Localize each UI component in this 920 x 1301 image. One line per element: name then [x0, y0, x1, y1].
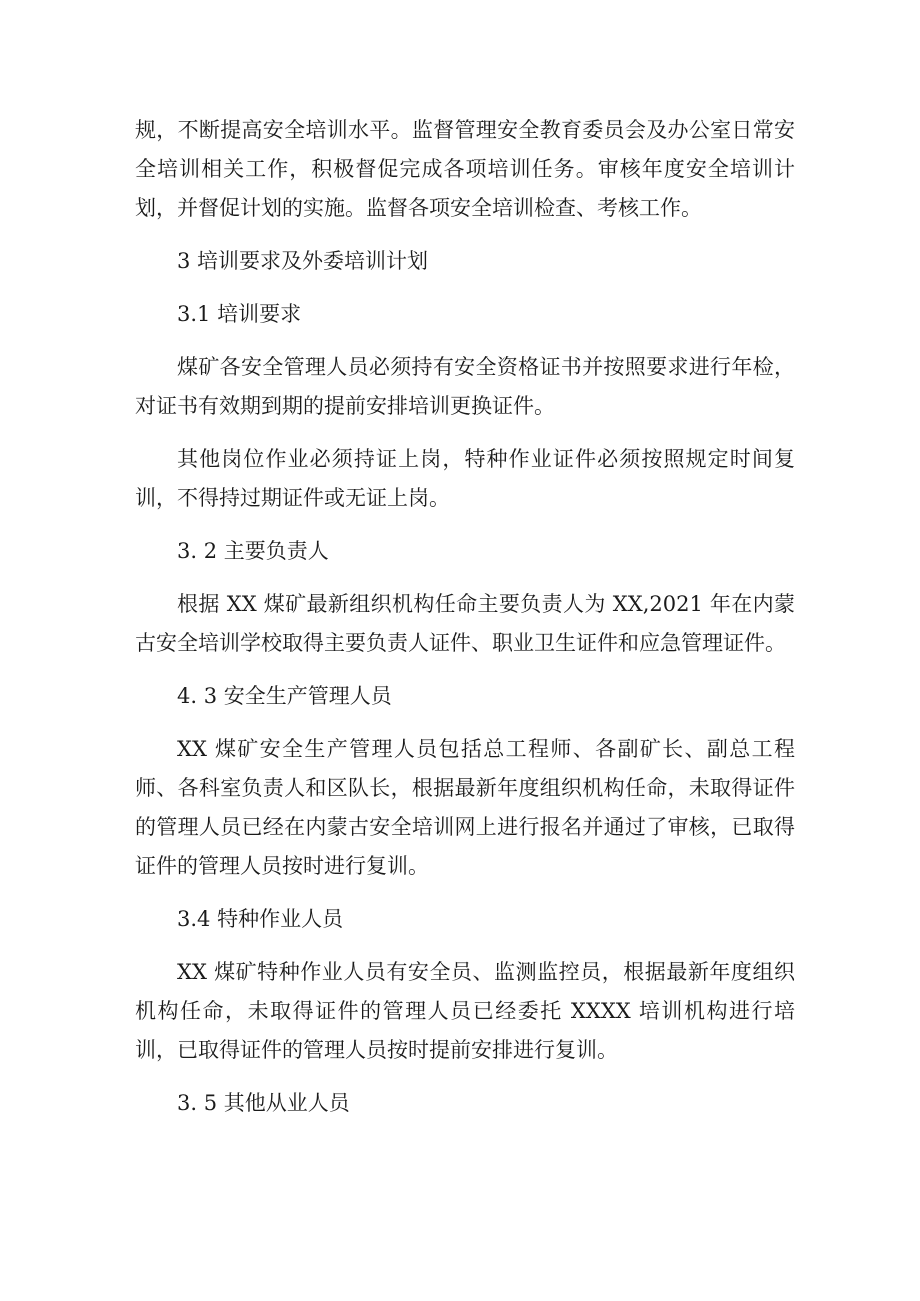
section-heading-3-1: 3.1 培训要求 [177, 302, 302, 326]
section-heading-4-3: 4. 3 安全生产管理人员 [177, 684, 392, 708]
paragraph-production-managers: XX 煤矿安全生产管理人员包括总工程师、各副矿长、副总工程师、各科室负责人和区队长，根据最新年度组织机构任命，未取得证件的管理人员已经在内蒙古安全培训网上进行报名并通过了审核，已取得证件的管理人员按时进行复训。 [135, 737, 795, 878]
section-heading-3-2: 3. 2 主要负责人 [177, 539, 329, 563]
paragraph-continuation: 规，不断提高安全培训水平。监督管理安全教育委员会及办公室日常安全培训相关工作，积极督促完成各项培训任务。审核年度安全培训计划，并督促计划的实施。监督各项安全培训检查、考核工作。 [135, 118, 795, 220]
document-body [135, 111, 795, 1137]
paragraph-principal: 根据 XX 煤矿最新组织机构任命主要负责人为 XX,2021 年在内蒙古安全培训学校取得主要负责人证件、职业卫生证件和应急管理证件。 [135, 592, 795, 655]
paragraph-safety-managers: 煤矿各安全管理人员必须持有安全资格证书并按照要求进行年检，对证书有效期到期的提前安排培训更换证件。 [135, 355, 795, 418]
paragraph-special-operations: XX 煤矿特种作业人员有安全员、监测监控员，根据最新年度组织机构任命，未取得证件的管理人员已经委托 XXXX 培训机构进行培训，已取得证件的管理人员按时提前安排进行复训。 [135, 960, 795, 1062]
section-heading-3: 3 培训要求及外委培训计划 [177, 249, 429, 273]
section-heading-3-5: 3. 5 其他从业人员 [177, 1091, 350, 1115]
paragraph-other-positions: 其他岗位作业必须持证上岗，特种作业证件必须按照规定时间复训，不得持过期证件或无证上岗。 [135, 447, 795, 510]
section-heading-3-4: 3.4 特种作业人员 [177, 907, 344, 931]
